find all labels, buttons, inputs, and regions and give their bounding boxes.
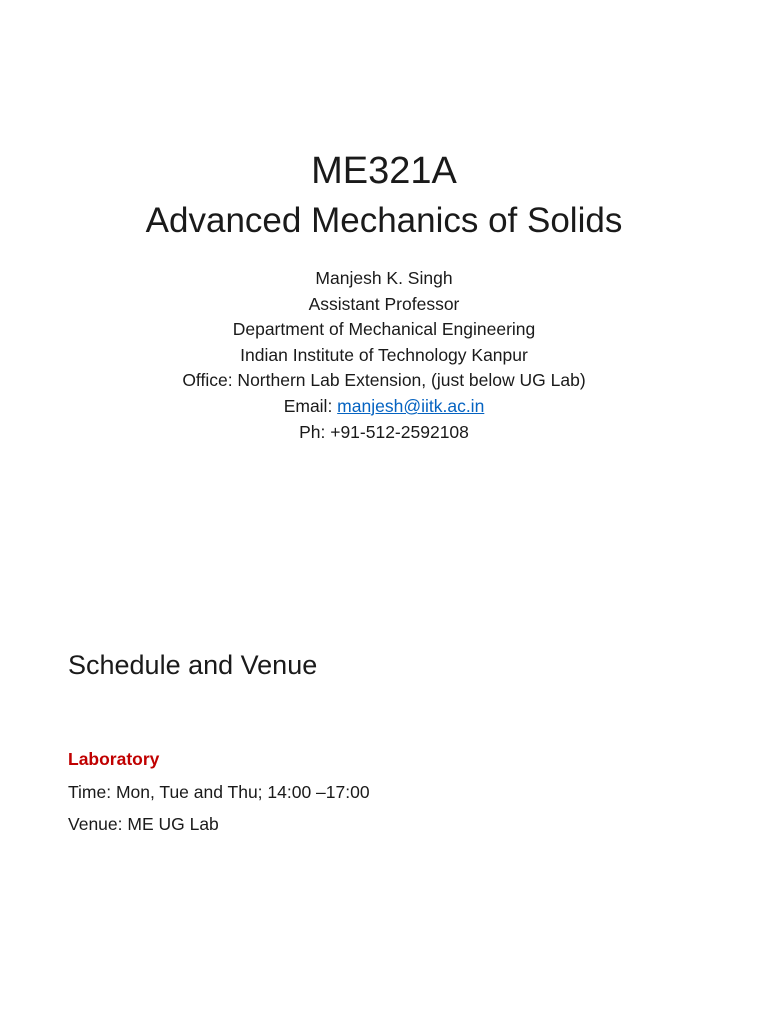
email-label: Email: <box>283 395 338 416</box>
instructor-institute: Indian Institute of Technology Kanpur <box>240 344 528 365</box>
instructor-email-line <box>0 394 768 420</box>
instructor-info <box>0 266 768 445</box>
course-title: Advanced Mechanics of Solids <box>145 201 623 240</box>
schedule-heading: Schedule and Venue <box>68 650 318 680</box>
instructor-phone: Ph: +91-512-2592108 <box>299 421 469 442</box>
instructor-position: Assistant Professor <box>308 293 460 314</box>
instructor-office: Office: Northern Lab Extension, (just below UG Lab) <box>182 370 586 391</box>
email-link[interactable]: manjesh@iitk.ac.in <box>337 395 485 416</box>
lab-time: Time: Mon, Tue and Thu; 14:00 –17:00 <box>68 782 370 802</box>
lab-venue: Venue: ME UG Lab <box>68 814 219 834</box>
laboratory-label: Laboratory <box>68 749 160 769</box>
instructor-name: Manjesh K. Singh <box>315 268 453 288</box>
instructor-department: Department of Mechanical Engineering <box>232 319 536 340</box>
course-code: ME321A <box>311 150 457 192</box>
